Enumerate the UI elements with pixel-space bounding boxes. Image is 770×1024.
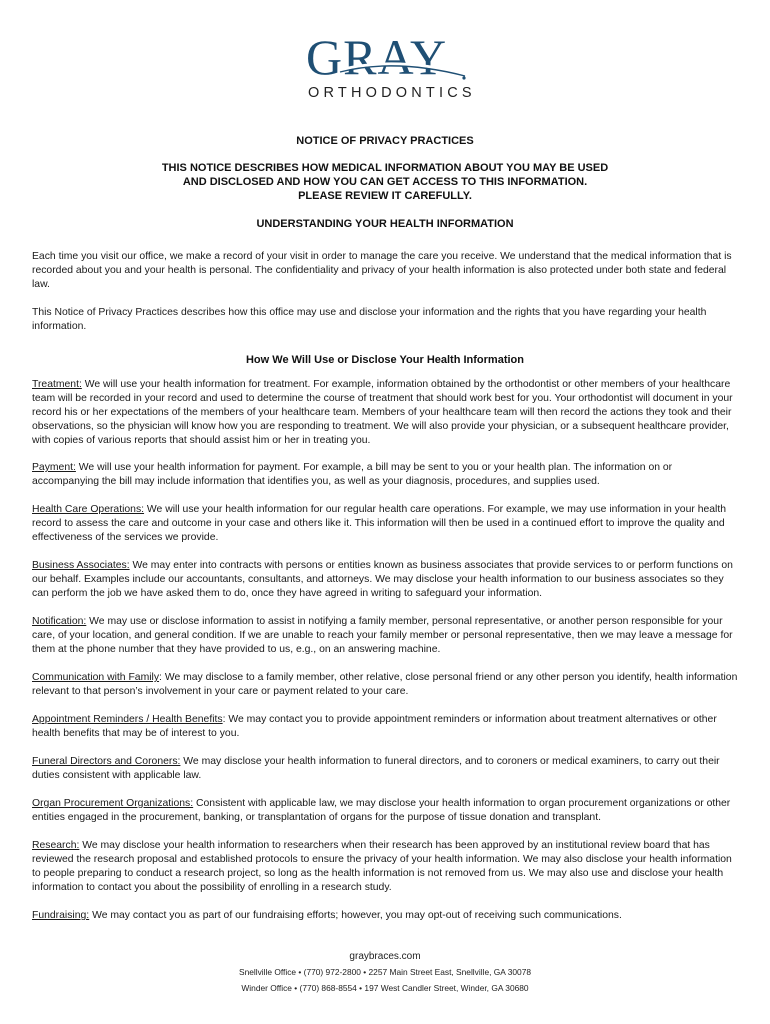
footer-winder-office: Winder Office • (770) 868-8554 • 197 West Candler Street, Winder, GA 30680	[241, 983, 529, 993]
item-term: Appointment Reminders / Health Benefits	[32, 714, 223, 725]
intro-paragraph-1: Each time you visit our office, we make a record of your visit in order to manage the care you receive. We understand that the medical information that is recorded about you and your health is personal. The confidentiality and privacy of your health information is also protected under both state and federal law.	[32, 251, 732, 290]
item-communication-with-family	[32, 671, 740, 699]
item-term: Payment:	[32, 462, 76, 473]
notice-line-3: PLEASE REVIEW IT CAREFULLY.	[298, 190, 472, 202]
intro-paragraph-2: This Notice of Privacy Practices describes how this office may use and disclose your information and the rights that you have regarding your health information.	[32, 307, 707, 332]
item-text: : We may disclose to a family member, other relative, close personal friend or any other person you identify, health information relevant to that person’s involvement in your care or payment related to your care.	[32, 672, 738, 697]
item-text: We will use your health information for treatment. For example, information obtained by the orthodontist or other members of your healthcare team will be recorded in your record and used to determine the course of treatment that should work best for you. Your orthodontist will document in your record his or her expectations of the members of your healthcare team. Members of your healthcare team will then record the actions they took and their observations, so the physician will know how you are responding to treatment. We will also provide your physician, or a subsequent healthcare provider, with copies of various reports that should assist him or her in treating you.	[32, 379, 733, 446]
item-appointment-reminders	[32, 713, 740, 741]
item-term: Communication with Family	[32, 672, 160, 683]
gray-orthodontics-logo	[300, 29, 476, 102]
item-fundraising	[32, 909, 740, 923]
item-business-associates	[32, 559, 740, 601]
item-funeral-directors	[32, 755, 740, 783]
item-text: We may enter into contracts with persons or entities known as business associates that provide services to or perform functions on our behalf. Examples include our accountants, consultants, and attorneys. We may disclose your health information to our business associates so they can perform the job we have asked them to do, once they have agreed in writing to safeguard your information.	[32, 560, 733, 599]
item-text: We may contact you as part of our fundraising efforts; however, you may opt-out of receiving such communications.	[89, 910, 622, 921]
item-term: Notification:	[32, 616, 87, 627]
item-research	[32, 839, 740, 895]
item-notification	[32, 615, 740, 657]
item-term: Business Associates:	[32, 560, 130, 571]
section-heading-understanding: UNDERSTANDING YOUR HEALTH INFORMATION	[256, 218, 514, 230]
item-text: We may disclose your health information to researchers when their research has been approved by an institutional review board that has reviewed the research proposal and established protocols to ensure the privacy of your health information. We may also disclose your health information to people preparing to conduct a research project, so long as the health information is not removed from us. We may also use and disclose your health information to contact you about the possibility of enrolling in a research study.	[32, 840, 732, 893]
item-term: Funeral Directors and Coroners:	[32, 756, 181, 767]
item-term: Health Care Operations:	[32, 504, 145, 515]
item-text: We will use your health information for our regular health care operations. For example, we may use information in your health record to assess the care and outcome in your case and others like it. This information will then be used in a continued effort to improve the quality and effectiveness of the services we provide.	[32, 504, 727, 543]
item-treatment	[32, 378, 740, 448]
item-term: Fundraising:	[32, 910, 90, 921]
item-payment	[32, 461, 740, 489]
item-term: Research:	[32, 840, 80, 851]
notice-line-2: AND DISCLOSED AND HOW YOU CAN GET ACCESS TO THIS INFORMATION.	[182, 176, 588, 188]
logo-subtitle: ORTHODONTICS	[308, 85, 476, 101]
logo-swoosh-icon	[300, 30, 470, 90]
item-term: Treatment:	[32, 379, 82, 390]
item-text: We will use your health information for payment. For example, a bill may be sent to you or your health plan. The information on or accompanying the bill may include information that identifies you, as well as your diagnosis, procedures, and supplies used.	[32, 462, 673, 487]
item-health-care-operations	[32, 503, 740, 545]
item-text: : We may contact you to provide appointment reminders or information about treatment alternatives or other health benefits that may be of interest to you.	[32, 714, 717, 739]
notice-line-1: THIS NOTICE DESCRIBES HOW MEDICAL INFORMATION ABOUT YOU MAY BE USED	[161, 162, 609, 174]
item-text: We may disclose your health information to funeral directors, and to coroners or medical examiners, to carry out their duties consistent with applicable law.	[32, 756, 720, 781]
item-term: Organ Procurement Organizations:	[32, 798, 194, 809]
document-title: NOTICE OF PRIVACY PRACTICES	[296, 135, 474, 147]
footer-website-link[interactable]: graybraces.com	[349, 951, 421, 962]
section-heading-uses: How We Will Use or Disclose Your Health Information	[245, 354, 524, 366]
footer-snellville-office: Snellville Office • (770) 972-2800 • 2257 Main Street East, Snellville, GA 30078	[238, 967, 532, 977]
logo-wordmark: GRAY	[306, 29, 448, 85]
item-text: Consistent with applicable law, we may disclose your health information to organ procurement organizations or other entities engaged in the procurement, banking, or transplantation of organs for the purpose of tissue donation and transplant.	[32, 798, 731, 823]
item-text: We may use or disclose information to assist in notifying a family member, personal representative, or another person responsible for your care, of your location, and general condition. If we are unable to reach your family member or personal representative, then we may leave a message for them at the phone number that they have provided to us, e.g., on an answering machine.	[32, 616, 733, 655]
item-organ-procurement	[32, 797, 740, 825]
